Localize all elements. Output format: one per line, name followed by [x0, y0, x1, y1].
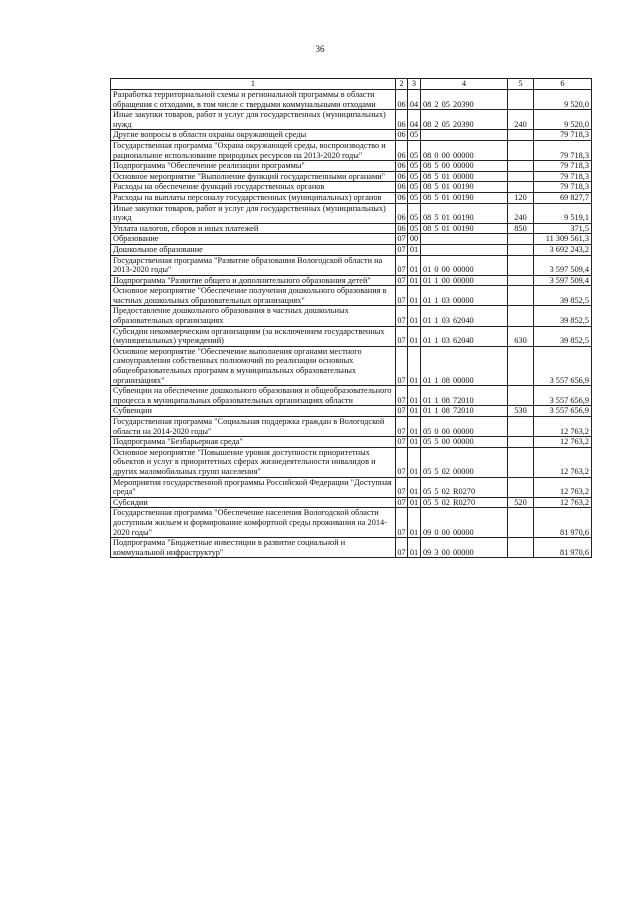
target-article-cell: 01 0 00 00000 [421, 255, 508, 275]
table-row [111, 437, 592, 448]
subsection-code-cell: 01 [408, 255, 421, 275]
subsection-code-cell: 04 [408, 90, 421, 110]
target-article-cell: 08 5 01 00190 [421, 223, 508, 234]
header-cell: 6 [534, 79, 592, 90]
row-name-cell: Государственная программа "Охрана окружающей среды, воспроизводство и рациональное использование природных ресурсов на 2013-2020 годы" [111, 140, 396, 160]
expense-type-cell [508, 275, 534, 286]
subsection-code-cell: 05 [408, 130, 421, 141]
table-row [111, 326, 592, 346]
row-name-cell: Подпрограмма "Безбарьерная среда" [111, 437, 396, 448]
amount-cell: 3 692 243,2 [534, 244, 592, 255]
expense-type-cell: 630 [508, 326, 534, 346]
target-article-cell: 05 5 02 R0270 [421, 497, 508, 508]
section-code-cell: 06 [397, 182, 406, 192]
table-row [111, 130, 592, 141]
row-name-cell: Расходы на обеспечение функций государственных органов [111, 182, 396, 193]
expense-type-cell: 120 [508, 192, 534, 203]
table-row [111, 182, 592, 193]
section-code-cell: 06 [396, 203, 408, 223]
expense-type-cell [508, 234, 534, 245]
subsection-code-cell: 01 [408, 286, 421, 306]
table-header-row [111, 79, 592, 90]
page-number: 36 [315, 44, 325, 54]
expense-type-cell [508, 386, 534, 406]
expense-type-cell [508, 244, 534, 255]
subsection-code-cell: 01 [408, 275, 421, 286]
expense-type-cell: 240 [508, 110, 534, 130]
amount-cell: 79 718,3 [534, 161, 592, 172]
section-code-cell: 07 [397, 497, 406, 507]
target-article-cell [421, 244, 508, 255]
row-name-cell: Государственная программа "Развитие образования Вологодской области на 2013-2020 годы" [111, 255, 396, 275]
target-article-cell: 08 2 05 20390 [421, 90, 508, 110]
section-code-cell: 07 [396, 326, 408, 346]
table-row [111, 306, 592, 326]
subsection-code-cell: 01 [408, 447, 421, 477]
target-article-cell [421, 234, 508, 245]
amount-cell: 69 827,7 [534, 192, 592, 203]
amount-cell: 12 763,2 [534, 497, 592, 508]
subsection-code-cell: 04 [408, 110, 421, 130]
target-article-cell: 05 5 00 00000 [421, 437, 508, 448]
section-code-cell: 07 [396, 538, 408, 558]
amount-cell: 79 718,3 [534, 171, 592, 182]
target-article-cell: 01 1 08 72010 [421, 386, 508, 406]
target-article-cell: 01 1 03 00000 [421, 286, 508, 306]
amount-cell: 39 852,5 [534, 326, 592, 346]
target-article-cell: 08 2 05 20390 [421, 110, 508, 130]
table-row [111, 417, 592, 437]
row-name-cell: Подпрограмма "Бюджетные инвестиции в развитие социальной и коммунальной инфраструктур" [111, 538, 396, 558]
expense-type-cell: 530 [508, 406, 534, 417]
row-name-cell: Основное мероприятие "Повышение уровня доступности приоритетных объектов и услуг в приоритетных сферах жизнедеятельности инвалидов и других маломобильных групп населения" [111, 447, 396, 477]
amount-cell: 3 557 656,9 [534, 386, 592, 406]
expense-type-cell: 240 [508, 203, 534, 223]
header-cell: 1 [111, 79, 396, 90]
amount-cell: 39 852,5 [534, 286, 592, 306]
table-row [111, 275, 592, 286]
amount-cell: 9 519,1 [534, 203, 592, 223]
table-row [111, 161, 592, 172]
expense-type-cell [508, 130, 534, 141]
amount-cell: 3 557 656,9 [534, 346, 592, 385]
table-row [111, 497, 592, 508]
expense-type-cell [508, 286, 534, 306]
section-code-cell: 07 [396, 417, 408, 437]
row-name-cell: Подпрограмма "Обеспечение реализации программы" [111, 161, 396, 172]
section-code-cell: 06 [397, 192, 406, 202]
expense-type-cell [508, 508, 534, 538]
header-cell: 3 [408, 79, 421, 90]
amount-cell: 39 852,5 [534, 306, 592, 326]
row-name-cell: Субвенции на обеспечение дошкольного образования и общеобразовательного процесса в муниципальных образовательных организациях области [111, 386, 396, 406]
section-code-cell: 07 [397, 234, 406, 244]
subsection-code-cell: 01 [408, 497, 421, 508]
budget-table [110, 78, 592, 558]
amount-cell: 12 763,2 [534, 437, 592, 448]
row-name-cell: Уплата налогов, сборов и иных платежей [111, 223, 396, 234]
expense-type-cell [508, 306, 534, 326]
section-code-cell: 06 [397, 161, 406, 171]
expense-type-cell [508, 447, 534, 477]
target-article-cell: 08 0 00 00000 [421, 140, 508, 160]
section-code-cell: 06 [397, 171, 406, 181]
row-name-cell: Расходы на выплаты персоналу государственных (муниципальных) органов [111, 192, 396, 203]
subsection-code-cell: 05 [408, 171, 421, 182]
target-article-cell: 01 1 08 00000 [421, 346, 508, 385]
section-code-cell: 07 [397, 244, 406, 254]
table-row [111, 538, 592, 558]
target-article-cell: 08 5 01 00190 [421, 192, 508, 203]
target-article-cell: 01 1 03 62040 [421, 306, 508, 326]
target-article-cell: 09 3 00 00000 [421, 538, 508, 558]
subsection-code-cell: 00 [408, 234, 421, 245]
expense-type-cell [508, 140, 534, 160]
amount-cell: 3 597 509,4 [534, 255, 592, 275]
subsection-code-cell: 05 [408, 161, 421, 172]
row-name-cell: Разработка территориальной схемы и региональной программы в области обращения с отходами, в том числе с твердыми коммунальными отходами [111, 90, 396, 110]
subsection-code-cell: 01 [408, 508, 421, 538]
section-code-cell: 06 [397, 130, 406, 140]
table-row [111, 192, 592, 203]
section-code-cell: 06 [396, 110, 408, 130]
target-article-cell: 08 5 01 00000 [421, 171, 508, 182]
target-article-cell: 01 1 03 62040 [421, 326, 508, 346]
table-row [111, 140, 592, 160]
target-article-cell: 01 1 00 00000 [421, 275, 508, 286]
subsection-code-cell: 01 [408, 306, 421, 326]
row-name-cell: Основное мероприятие "Обеспечение получения дошкольного образования в частных дошкольных образовательных организациях" [111, 286, 396, 306]
row-name-cell: Другие вопросы в области охраны окружающей среды [111, 130, 396, 141]
amount-cell: 81 970,6 [534, 508, 592, 538]
subsection-code-cell: 01 [408, 406, 421, 417]
row-name-cell: Мероприятия государственной программы Российской Федерации "Доступная среда" [111, 477, 396, 497]
section-code-cell: 06 [396, 140, 408, 160]
table-row [111, 110, 592, 130]
table-row [111, 244, 592, 255]
section-code-cell: 06 [396, 90, 408, 110]
section-code-cell: 07 [396, 286, 408, 306]
row-name-cell: Субсидии некоммерческим организациям (за исключением государственных (муниципальных) учреждений) [111, 326, 396, 346]
amount-cell: 79 718,3 [534, 182, 592, 193]
expense-type-cell [508, 538, 534, 558]
amount-cell: 371,5 [534, 223, 592, 234]
amount-cell: 81 970,6 [534, 538, 592, 558]
subsection-code-cell: 01 [408, 386, 421, 406]
subsection-code-cell: 05 [408, 223, 421, 234]
row-name-cell: Образование [111, 234, 396, 245]
expense-type-cell [508, 346, 534, 385]
amount-cell: 3 597 509,4 [534, 275, 592, 286]
expense-type-cell: 850 [508, 223, 534, 234]
section-code-cell: 07 [397, 406, 406, 416]
subsection-code-cell: 05 [408, 203, 421, 223]
section-code-cell: 07 [396, 346, 408, 385]
expense-type-cell [508, 255, 534, 275]
expense-type-cell [508, 90, 534, 110]
target-article-cell: 05 5 02 00000 [421, 447, 508, 477]
target-article-cell: 01 1 08 72010 [421, 406, 508, 417]
row-name-cell: Предоставление дошкольного образования в частных дошкольных образовательных организациях [111, 306, 396, 326]
section-code-cell: 07 [396, 447, 408, 477]
row-name-cell: Подпрограмма "Развитие общего и дополнительного образования детей" [111, 275, 396, 286]
table-row [111, 223, 592, 234]
row-name-cell: Субвенции [111, 406, 396, 417]
row-name-cell: Субсидии [111, 497, 396, 508]
expense-type-cell [508, 417, 534, 437]
table-row [111, 90, 592, 110]
section-code-cell: 07 [397, 275, 406, 285]
table-row [111, 286, 592, 306]
target-article-cell: 08 5 00 00000 [421, 161, 508, 172]
subsection-code-cell: 05 [408, 192, 421, 203]
target-article-cell: 08 5 01 00190 [421, 182, 508, 193]
table-row [111, 386, 592, 406]
amount-cell: 3 557 656,9 [534, 406, 592, 417]
amount-cell: 9 520,0 [534, 90, 592, 110]
section-code-cell: 07 [397, 437, 406, 447]
table-row [111, 508, 592, 538]
row-name-cell: Дошкольное образование [111, 244, 396, 255]
subsection-code-cell: 01 [408, 326, 421, 346]
section-code-cell: 07 [396, 306, 408, 326]
subsection-code-cell: 01 [408, 538, 421, 558]
expense-type-cell: 520 [508, 497, 534, 508]
amount-cell: 79 718,3 [534, 140, 592, 160]
subsection-code-cell: 05 [408, 140, 421, 160]
table-row [111, 171, 592, 182]
row-name-cell: Иные закупки товаров, работ и услуг для государственных (муниципальных) нужд [111, 203, 396, 223]
subsection-code-cell: 01 [408, 477, 421, 497]
row-name-cell: Государственная программа "Социальная поддержка граждан в Вологодской области на 2014-2020 годы" [111, 417, 396, 437]
row-name-cell: Основное мероприятие "Обеспечение выполнения органами местного самоуправления собственных полномочий по реализации основных общеобразовательных программ в муниципальных образовательных организациях" [111, 346, 396, 385]
expense-type-cell [508, 161, 534, 172]
row-name-cell: Иные закупки товаров, работ и услуг для государственных (муниципальных) нужд [111, 110, 396, 130]
subsection-code-cell: 01 [408, 346, 421, 385]
expense-type-cell [508, 437, 534, 448]
subsection-code-cell: 01 [408, 437, 421, 448]
expense-type-cell [508, 182, 534, 193]
amount-cell: 11 309 561,3 [534, 234, 592, 245]
expense-type-cell [508, 477, 534, 497]
table-row [111, 406, 592, 417]
table-row [111, 234, 592, 245]
header-cell: 2 [396, 79, 408, 90]
expense-type-cell [508, 171, 534, 182]
target-article-cell: 05 5 02 R0270 [421, 477, 508, 497]
amount-cell: 79 718,3 [534, 130, 592, 141]
section-code-cell: 07 [396, 255, 408, 275]
table-row [111, 346, 592, 385]
section-code-cell: 07 [396, 477, 408, 497]
target-article-cell [421, 130, 508, 141]
header-cell: 4 [421, 79, 508, 90]
table-row [111, 203, 592, 223]
subsection-code-cell: 01 [408, 417, 421, 437]
section-code-cell: 07 [396, 386, 408, 406]
target-article-cell: 08 5 01 00190 [421, 203, 508, 223]
row-name-cell: Государственная программа "Обеспечение населения Вологодской области доступным жильем и формирование комфортной среды проживания на 2014-2020 годы" [111, 508, 396, 538]
table-row [111, 255, 592, 275]
amount-cell: 12 763,2 [534, 417, 592, 437]
amount-cell: 9 520,0 [534, 110, 592, 130]
row-name-cell: Основное мероприятие "Выполнение функций государственными органами" [111, 171, 396, 182]
section-code-cell: 07 [396, 508, 408, 538]
amount-cell: 12 763,2 [534, 447, 592, 477]
amount-cell: 12 763,2 [534, 477, 592, 497]
subsection-code-cell: 01 [408, 244, 421, 255]
table-row [111, 477, 592, 497]
header-cell: 5 [508, 79, 534, 90]
target-article-cell: 05 0 00 00000 [421, 417, 508, 437]
subsection-code-cell: 05 [408, 182, 421, 193]
target-article-cell: 09 0 00 00000 [421, 508, 508, 538]
section-code-cell: 06 [397, 223, 406, 233]
table-row [111, 447, 592, 477]
